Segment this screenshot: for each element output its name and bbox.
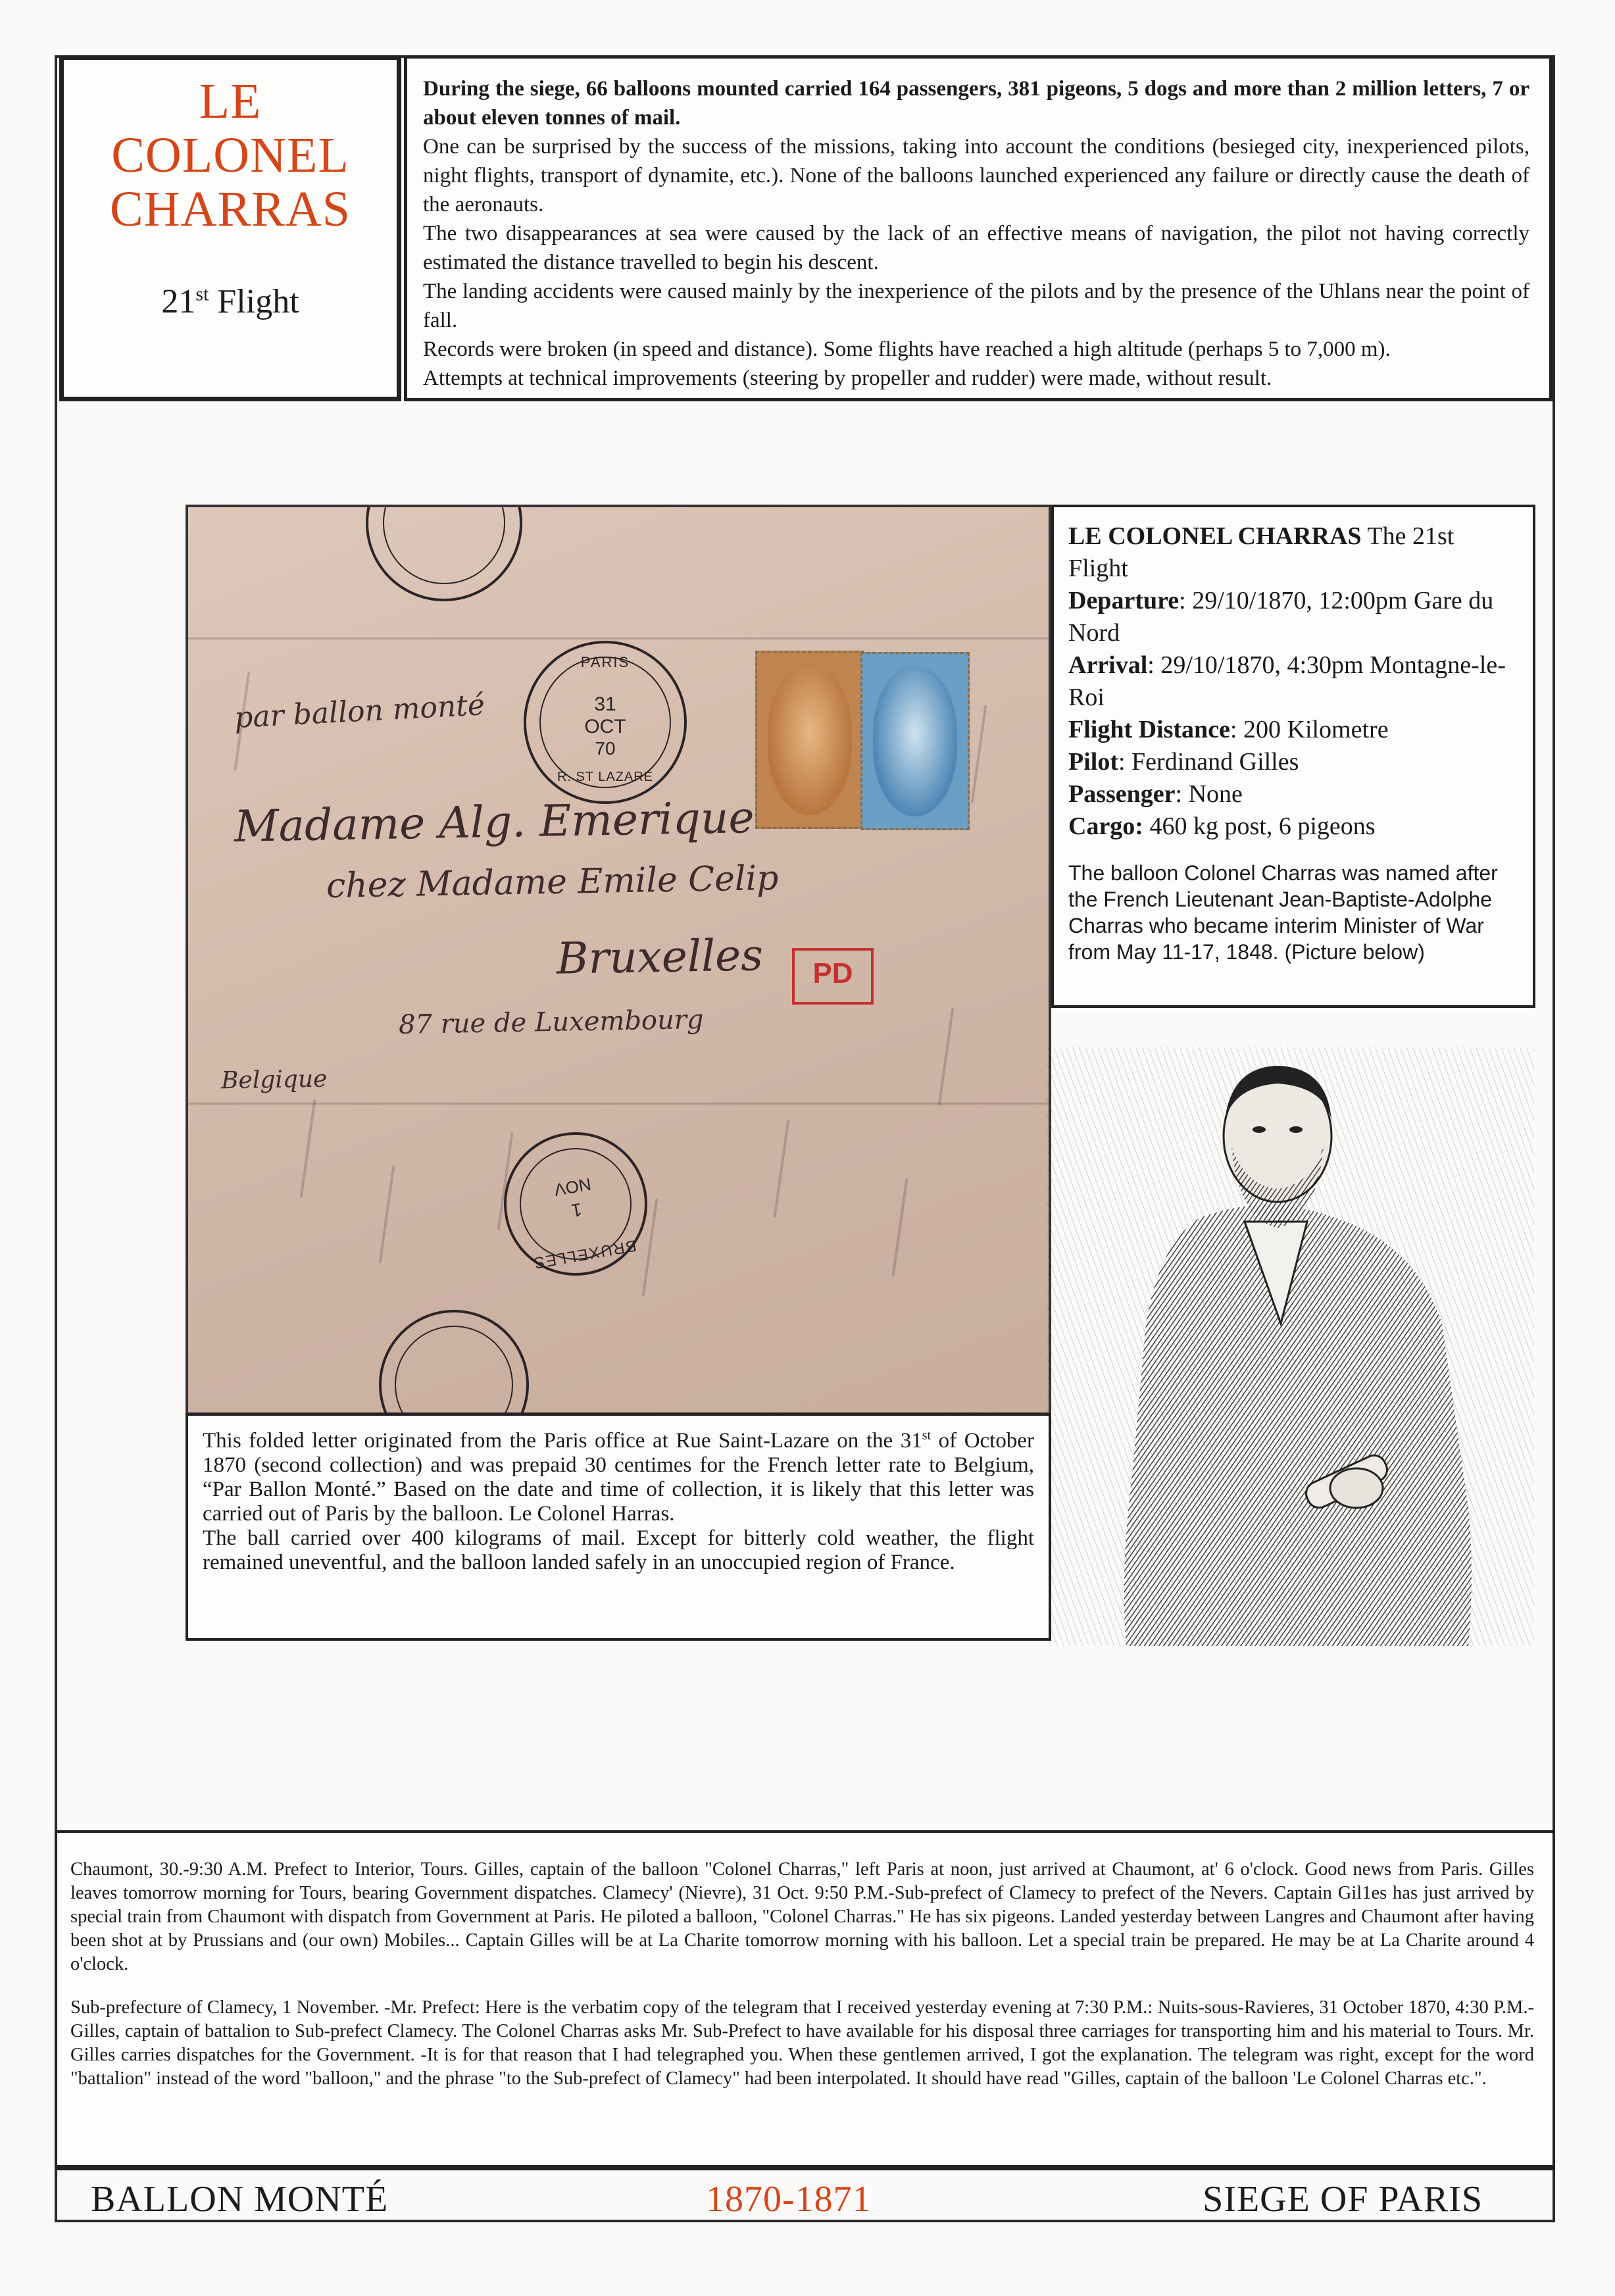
caption-paragraph: The ball carried over 400 kilograms of mail. Except for bitterly cold weather, the flight remained uneventful, and the balloon landed safely in an unoccupied region of France. bbox=[203, 1526, 1034, 1574]
title-line: CHARRAS bbox=[110, 182, 351, 237]
info-row-label: Passenger bbox=[1068, 780, 1176, 808]
ink-stroke bbox=[938, 1007, 955, 1105]
postmark-city: BRUXELLES bbox=[531, 1236, 638, 1272]
charras-portrait-image bbox=[1047, 1047, 1534, 1646]
address-line: Madame Alg. Emerique bbox=[234, 792, 755, 852]
bruxelles-postmark bbox=[493, 1121, 659, 1287]
letter-cover-image bbox=[186, 505, 1051, 1415]
title-line: COLONEL bbox=[111, 128, 349, 184]
telegram-paragraph: Sub-prefecture of Clamecy, 1 November. -Mr. Prefect: Here is the verbatim copy of the telegram that I received yesterday evening at 7:30 P.M.: Nuits-sous-Ravieres, 31 October 1870, 4:30 P.M.-Gilles, captain of battalion to Sub-prefect Clamecy. The Colonel Charras asks Mr. Sub-Prefect to have available for his disposal three carriages for transporting him and his material to Tours. Mr. Gilles carries dispatches for the Government. -It is for that reason that I had telegraphed you. When these gentlemen arrived, I got the explanation. The telegram was right, except for the word "battalion" instead of the word "balloon," and the phrase "to the Sub-prefect of Clamecy" had been interpolated. It should have read "Gilles, captain of the balloon 'Le Colonel Charras etc.". bbox=[70, 1997, 1534, 2089]
intro-paragraph: Records were broken (in speed and distance). Some flights have reached a high altitude (perhaps 5 to 7,000 m). bbox=[423, 337, 1391, 361]
postmark-city: PARIS bbox=[580, 654, 630, 670]
title-panel bbox=[59, 55, 401, 401]
info-row: Arrival: 29/10/1870, 4:30pm Montagne-le-Roi bbox=[1068, 651, 1506, 711]
route-manuscript: par ballon monté bbox=[233, 688, 486, 735]
footer-left: BALLON MONTÉ bbox=[91, 2179, 389, 2220]
flight-info-panel bbox=[1051, 505, 1535, 1008]
info-row-value: 29/10/1870, 4:30pm Montagne-le-Roi bbox=[1068, 651, 1506, 711]
info-row-label: Flight Distance bbox=[1068, 716, 1230, 743]
flight-number: 21 bbox=[161, 283, 196, 321]
flight-suffix: st bbox=[195, 283, 209, 305]
title-line: LE bbox=[199, 74, 262, 129]
info-row-label: Pilot bbox=[1068, 748, 1118, 776]
telegram-paragraph: Chaumont, 30.-9:30 A.M. Prefect to Interior, Tours. Gilles, captain of the balloon "Colonel Charras," left Paris at noon, just arrived at Chaumont, at' 6 o'clock. Good news from Paris. Gilles leaves tomorrow morning for Tours, bearing Government dispatches. Clamecy' (Nievre), 31 Oct. 9:50 P.M.-Sub-prefect of Clamecy to prefect of the Nevers. Captain Gil1es has just arrived by special train from Chaumont with dispatch from Government at Paris. He piloted a balloon, "Colonel Charras." He has six pigeons. Landed yesterday between Langres and Chaumont after having been shot at by Prussians and (our own) Mobiles... Captain Gilles will be at La Charite tomorrow morning with his balloon. Let a special train be prepared. He may be at La Charite around 4 o'clock. bbox=[70, 1859, 1534, 1974]
info-row-value: Ferdinand Gilles bbox=[1131, 748, 1299, 776]
info-row-value: 460 kg post, 6 pigeons bbox=[1149, 812, 1376, 840]
stamp-ceres-blue bbox=[860, 652, 970, 830]
address-line: Belgique bbox=[220, 1065, 328, 1095]
intro-panel bbox=[404, 55, 1553, 401]
address-line: chez Madame Emile Celip bbox=[326, 859, 779, 906]
page-footer bbox=[55, 2168, 1555, 2222]
postmark-office: R. ST LAZARE bbox=[557, 770, 654, 784]
paris-postmark bbox=[524, 641, 687, 804]
caption-paragraph bbox=[203, 1424, 1034, 1526]
ink-stroke bbox=[774, 1119, 790, 1217]
info-row: Passenger: None bbox=[1068, 780, 1243, 808]
postmark-month: OCT bbox=[584, 716, 626, 737]
stamp-ceres-brown bbox=[755, 651, 864, 829]
info-row: Departure: 29/10/1870, 12:00pm Gare du Nord bbox=[1068, 587, 1494, 647]
balloon-title bbox=[64, 74, 397, 236]
postmark-day: 31 bbox=[594, 693, 616, 715]
intro-paragraph: One can be surprised by the success of the missions, taking into account the conditions (besieged city, inexperienced pilots, night flights, transport of dynamite, etc.). None of the balloons launched experienced any failure or directly cause the death of the aeronauts. bbox=[423, 135, 1529, 216]
info-row: Pilot: Ferdinand Gilles bbox=[1068, 748, 1299, 776]
info-row-value: 200 Kilometre bbox=[1243, 716, 1389, 743]
info-row-label: Arrival bbox=[1068, 651, 1148, 679]
telegram-panel bbox=[55, 1830, 1555, 2168]
intro-paragraph: The landing accidents were caused mainly by the inexperience of the pilots and by the presence of the Uhlans near the point of fall. bbox=[423, 280, 1529, 332]
info-heading bbox=[1068, 520, 1518, 585]
address-line: Bruxelles bbox=[556, 930, 764, 984]
intro-paragraph: Attempts at technical improvements (steering by propeller and rudder) were made, without result. bbox=[423, 366, 1272, 390]
intro-paragraph: The two disappearances at sea were caused by the lack of an effective means of navigation, the pilot not having correctly estimated the distance travelled to begin his descent. bbox=[423, 222, 1529, 274]
flight-label bbox=[64, 282, 397, 321]
ink-stroke bbox=[300, 1099, 316, 1197]
namesake-note: The balloon Colonel Charras was named after the French Lieutenant Jean-Baptiste-Adolphe Charras who became interim Minister of War from May 11-17, 1848. (Picture below) bbox=[1068, 861, 1498, 964]
caption-text: This folded letter originated from the Paris office at Rue Saint-Lazare on the 31 bbox=[203, 1429, 922, 1453]
intro-lead: During the siege, 66 balloons mounted carried 164 passengers, 381 pigeons, 5 dogs and more than 2 million letters, 7 or about eleven tonnes of mail. bbox=[423, 77, 1529, 130]
footer-right: SIEGE OF PARIS bbox=[1203, 2179, 1483, 2220]
pd-mark: PD bbox=[792, 948, 874, 1005]
caption-sup: st bbox=[922, 1428, 932, 1443]
postmark-year: 70 bbox=[595, 738, 616, 759]
partial-postmark bbox=[379, 1310, 529, 1415]
letter-caption bbox=[186, 1413, 1051, 1641]
flight-word: Flight bbox=[217, 283, 299, 321]
info-row-label: Departure bbox=[1068, 587, 1180, 614]
ink-stroke bbox=[892, 1178, 908, 1276]
fold-line bbox=[188, 1103, 1049, 1105]
postmark-month: NOV bbox=[553, 1174, 593, 1201]
flight-label: The 21st Flight bbox=[1068, 522, 1454, 582]
footer-years: 1870-1871 bbox=[706, 2179, 872, 2220]
ink-stroke bbox=[971, 705, 987, 803]
fold-line bbox=[188, 637, 1049, 639]
balloon-name: LE COLONEL CHARRAS bbox=[1068, 522, 1362, 550]
caption-text: of October 1870 (second collection) and was prepaid 30 centimes for the French letter rate to Belgium, “Par Ballon Monté.” Based on the date and time of collection, it is likely that this letter was carried out of Paris by the balloon. Le Colonel Harras. bbox=[203, 1429, 1034, 1526]
info-row: Flight Distance: 200 Kilometre bbox=[1068, 716, 1389, 743]
address-line: 87 rue de Luxembourg bbox=[398, 1004, 704, 1041]
postmark-day: 1 bbox=[570, 1199, 584, 1221]
info-row-label: Cargo: bbox=[1068, 812, 1143, 840]
info-row-value: 29/10/1870, 12:00pm Gare du Nord bbox=[1068, 587, 1494, 647]
ink-stroke bbox=[379, 1165, 395, 1263]
partial-postmark bbox=[366, 505, 522, 601]
info-row bbox=[1068, 811, 1518, 843]
info-row-value: None bbox=[1188, 780, 1243, 808]
